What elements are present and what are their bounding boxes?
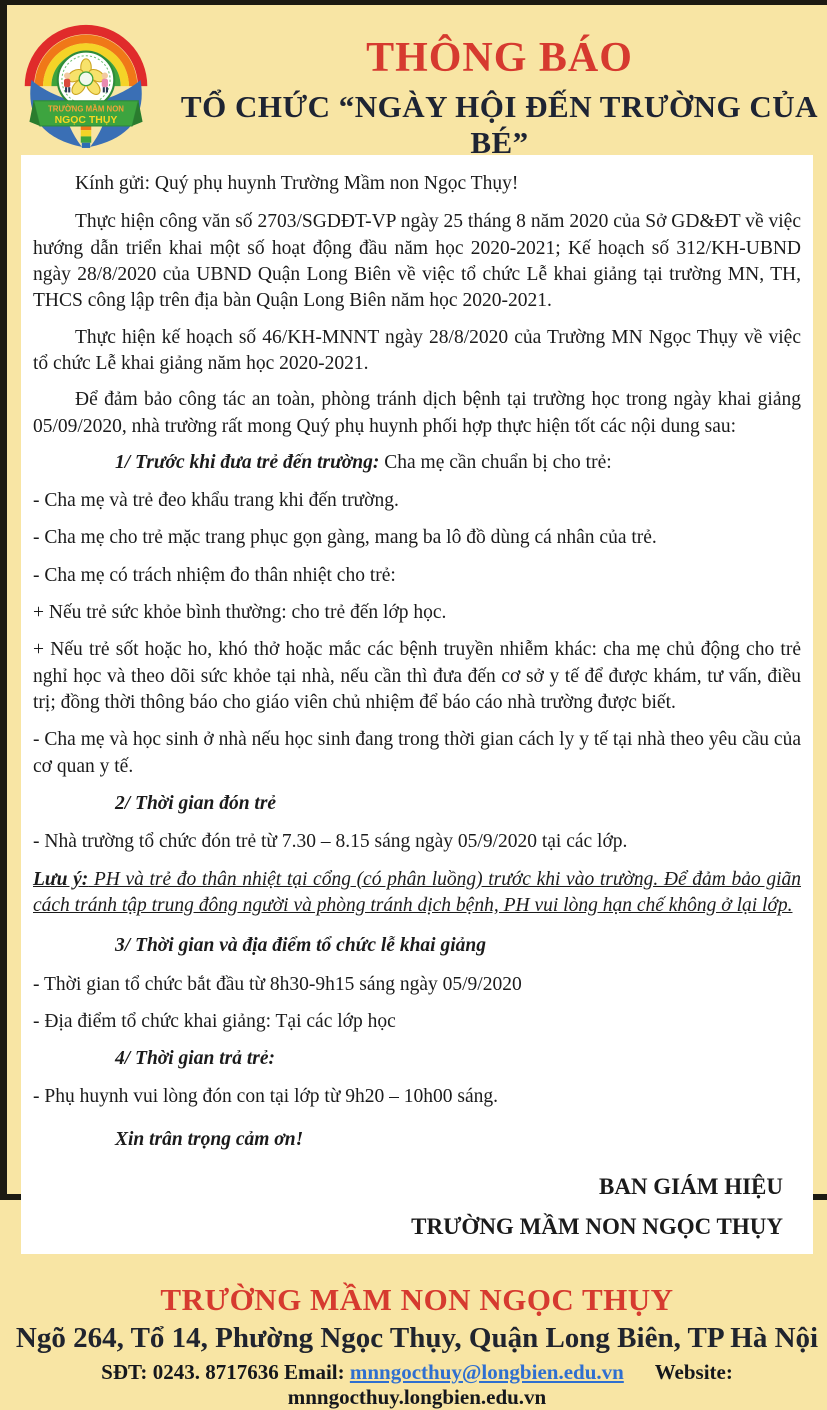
section-2-heading: [33, 791, 801, 817]
closing-thanks: Xin trân trọng cảm ơn!: [115, 1128, 304, 1150]
banner-ribbon: [29, 101, 142, 126]
salutation: Kính gửi: Quý phụ huynh Trường Mầm non Ngọc Thụy!: [75, 173, 519, 194]
list-item-4: + Nếu trẻ sức khỏe bình thường: cho trẻ đến lớp học.: [33, 602, 447, 624]
footer-contact-line: [7, 1360, 827, 1410]
footer: [7, 1282, 827, 1410]
list-item-9: - Địa điểm tổ chức khai giảng: Tại các lớp học: [33, 1010, 396, 1032]
section-1-subtext: Cha mẹ cần chuẩn bị cho trẻ:: [379, 451, 612, 473]
phone-number: 0243. 8717636: [152, 1359, 279, 1384]
list-item-8: - Thời gian tổ chức bắt đầu từ 8h30-9h15 sáng ngày 05/9/2020: [33, 973, 522, 995]
paragraph-directive-1: Thực hiện công văn số 2703/SGDĐT-VP ngày 25 tháng 8 năm 2020 của Sở GD&ĐT về việc hướng dẫn triển khai một số hoạt động đầu năm học 2020-2021; Kế hoạch số 312/KH-UBND ngày 28/8/2020 của UBND Quận Long Biên về việc tổ chức Lễ khai giảng tại trường MN, TH, THCS công lập trên địa bàn Quận Long Biên năm học 2020-2021.: [33, 211, 801, 312]
list-item-6: - Cha mẹ và học sinh ở nhà nếu học sinh đang trong thời gian cách ly y tế tại nhà theo yêu cầu của cơ quan y tế.: [33, 729, 801, 777]
signature-line-1: BAN GIÁM HIỆU: [598, 1174, 783, 1200]
section-4-heading: [33, 1046, 801, 1072]
list-item-1: - Cha mẹ và trẻ đeo khẩu trang khi đến trường.: [33, 490, 399, 512]
email-label: Email:: [283, 1359, 345, 1384]
list-item-5: + Nếu trẻ sốt hoặc ho, khó thở hoặc mắc các bệnh truyền nhiễm khác: cha mẹ chủ động cho trẻ nghỉ học và theo dõi sức khỏe tại nhà, nếu cần thì đưa đến cơ sở y tế để được khám, tư vấn, điều trị; đồng thời thông báo cho giáo viên chủ nhiệm để báo cáo nhà trường được biết.: [33, 639, 801, 713]
logo-school-type: TRƯỜNG MẦM NON: [48, 104, 124, 114]
section-4-title: 4/ Thời gian trả trẻ:: [115, 1048, 275, 1070]
footer-school-name: TRƯỜNG MẦM NON NGỌC THỤY: [160, 1281, 674, 1317]
signature-line-2: TRƯỜNG MẦM NON NGỌC THỤY: [411, 1214, 783, 1240]
document-body: [21, 155, 813, 1254]
section-3-heading: [33, 933, 801, 959]
section-1-heading: [33, 450, 801, 476]
footer-address: Ngõ 264, Tổ 14, Phường Ngọc Thụy, Quận Long Biên, TP Hà Nội: [15, 1321, 819, 1354]
note-paragraph: [33, 867, 801, 920]
website-label: Website:: [654, 1359, 733, 1384]
list-item-10: - Phụ huynh vui lòng đón con tại lớp từ 9h20 – 10h00 sáng.: [33, 1086, 499, 1108]
list-item-7: - Nhà trường tổ chức đón trẻ từ 7.30 – 8.15 sáng ngày 05/9/2020 tại các lớp.: [33, 831, 628, 853]
section-3-title: 3/ Thời gian và địa điểm tổ chức lễ khai giảng: [115, 935, 486, 957]
paragraph-directive-2: Thực hiện kế hoạch số 46/KH-MNNT ngày 28/8/2020 của Trường MN Ngọc Thụy về việc tổ chức Lễ khai giảng năm học 2020-2021.: [33, 326, 801, 374]
section-2-title: 2/ Thời gian đón trẻ: [115, 792, 277, 814]
list-item-3: - Cha mẹ có trách nhiệm đo thân nhiệt cho trẻ:: [33, 564, 396, 586]
school-logo: [23, 17, 149, 149]
emblem-circle: [58, 52, 115, 109]
page-subtitle: TỔ CHỨC “NGÀY HỘI ĐẾN TRƯỜNG CỦA BÉ”: [180, 89, 819, 160]
header: [7, 5, 827, 160]
signature-block: [33, 1167, 801, 1248]
website-url: mnngocthuy.longbien.edu.vn: [287, 1384, 547, 1409]
list-item-2: - Cha mẹ cho trẻ mặc trang phục gọn gàng, mang ba lô đồ dùng cá nhân của trẻ.: [33, 527, 657, 549]
section-1-title: 1/ Trước khi đưa trẻ đến trường:: [115, 451, 380, 473]
logo-school-name: NGỌC THỤY: [54, 114, 118, 126]
page-title: THÔNG BÁO: [366, 35, 633, 81]
email-link[interactable]: mnngocthuy@longbien.edu.vn: [349, 1359, 624, 1384]
paragraph-purpose: Để đảm bảo công tác an toàn, phòng tránh dịch bệnh tại trường học trong ngày khai giảng 05/09/2020, nhà trường rất mong Quý phụ huynh phối hợp thực hiện tốt các nội dung sau:: [33, 389, 801, 437]
phone-label: SĐT:: [101, 1359, 148, 1384]
note-label: Lưu ý:: [33, 868, 89, 890]
note-text: PH và trẻ đo thân nhiệt tại cổng (có phân luồng) trước khi vào trường. Để đảm bảo giãn cách tránh tập trung đông người và phòng tránh dịch bệnh, PH vui lòng hạn chế không ở lại lớp.: [33, 868, 801, 916]
